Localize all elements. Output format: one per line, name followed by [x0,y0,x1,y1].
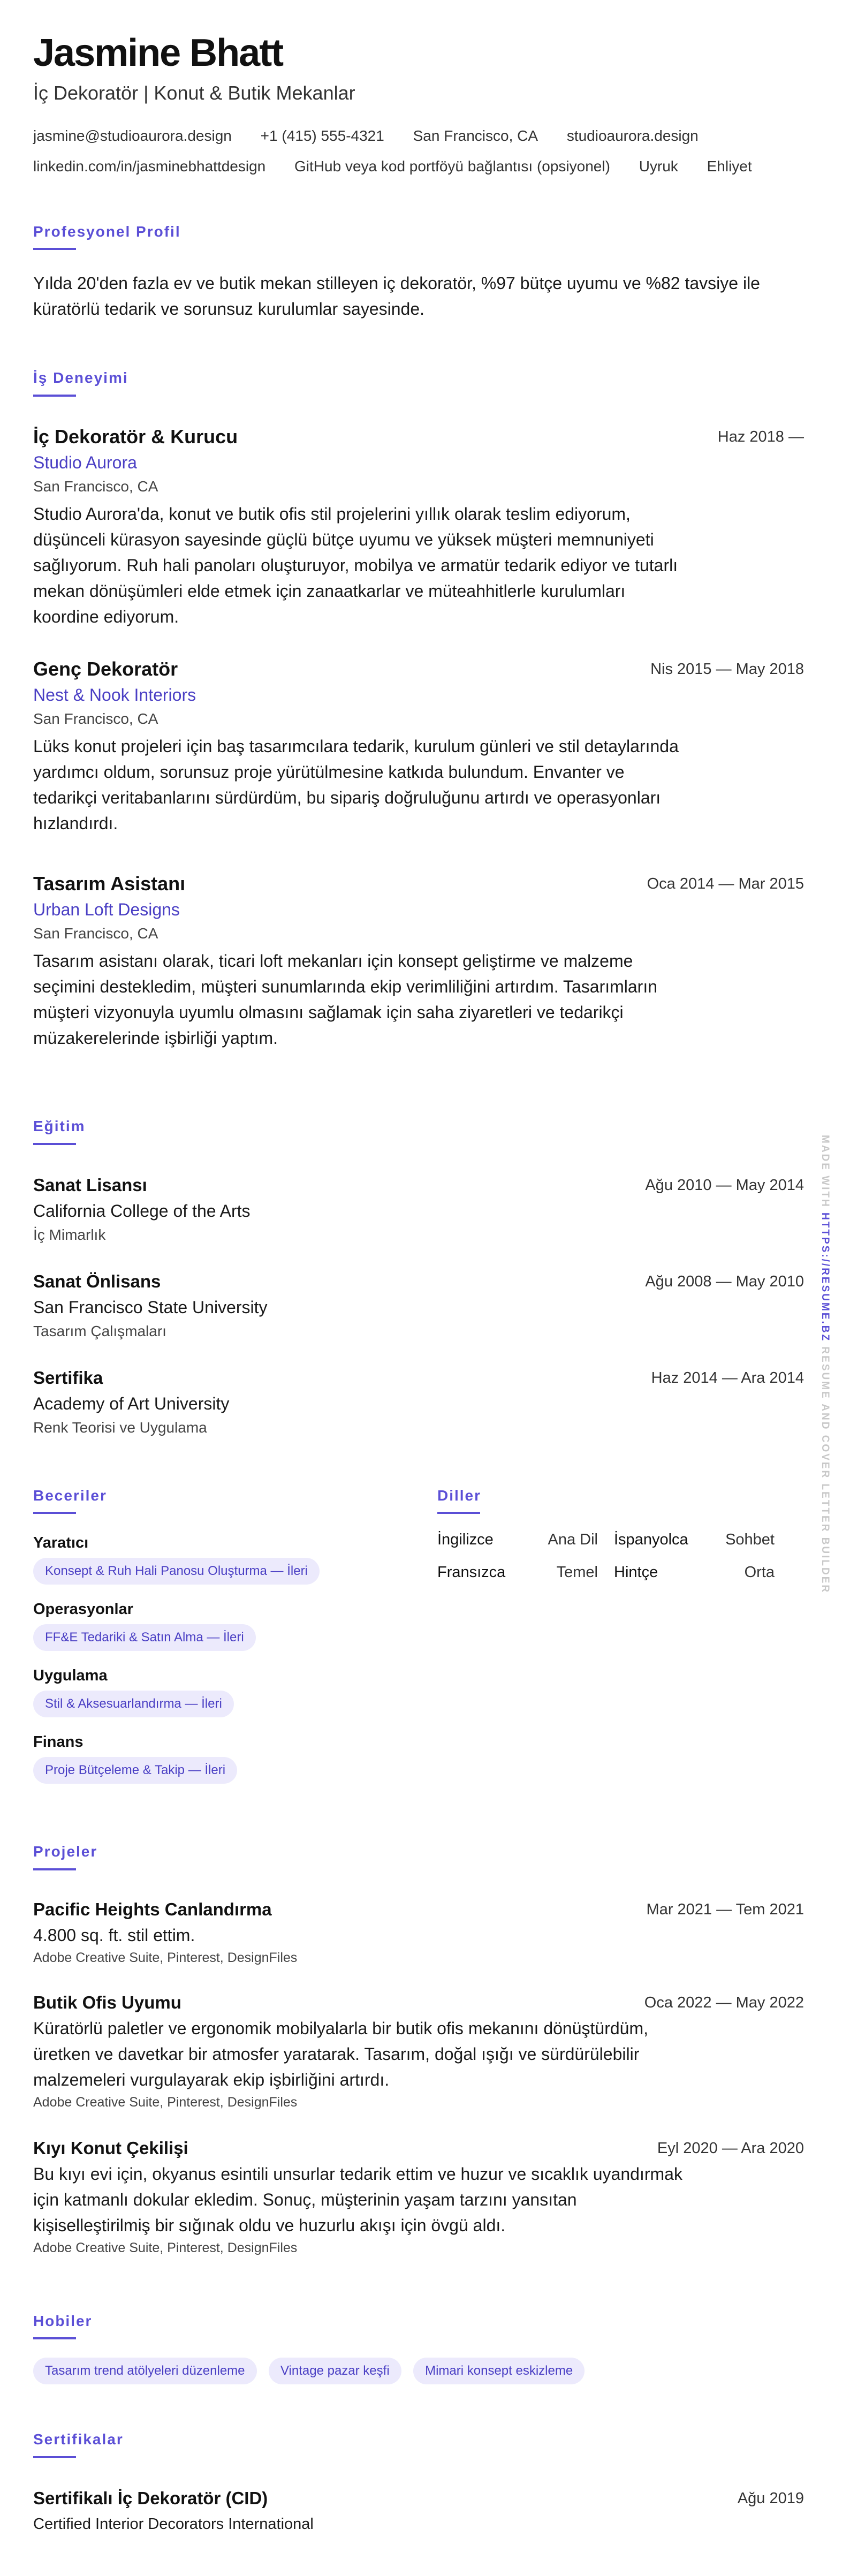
profile-summary: Yılda 20'den fazla ev ve butik mekan stilleyen iç dekoratör, %97 bütçe uyumu ve %82 tavsiye ile küratörlü tedarik ve sorunsuz kurulumlar sayesinde. [33,274,760,319]
projects-section-title: Projeler [33,1843,98,1860]
skill-group-name: Yaratıcı [33,1534,89,1551]
candidate-name: Jasmine Bhatt [33,32,283,74]
job-location: San Francisco, CA [33,710,158,727]
education-section-title: Eğitim [33,1118,86,1134]
made-with-prefix: MADE WITH [819,1135,831,1213]
experience-item [33,424,804,630]
resume-bz-link[interactable]: HTTPS://RESUME.BZ [819,1213,831,1343]
job-description: Lüks konut projeleri için baş tasarımcılara tedarik, kurulum günleri ve stil detaylarında yardımcı oldum, sorunsuz proje yürütülmesine katkıda bulundum. Envanter ve tedarikçi veritabanlarını sürdürdüm, bu sipariş doğruluğunu artırdı ve operasyonları hızlandırdı. [33,737,679,833]
degree-name: Sanat Önlisans [33,1271,161,1291]
github-link[interactable]: GitHub veya kod portföyü bağlantısı (opsiyonel) [294,158,610,175]
languages-section-title: Diller [437,1487,482,1504]
language-item [614,1531,791,1549]
contact-row-2 [33,158,777,175]
project-item [33,1990,804,2112]
field-of-study: Tasarım Çalışmaları [33,1323,166,1339]
language-level: Ana Dil [548,1531,598,1548]
project-date: Oca 2022 — May 2022 [644,1994,804,2011]
skill-chip: Proje Bütçeleme & Takip — İleri [33,1757,237,1784]
language-item [614,1564,791,1581]
project-item [33,2135,804,2257]
project-name: Kıyı Konut Çekilişi [33,2138,188,2158]
website-link[interactable]: studioaurora.design [566,127,699,144]
education-item [33,1365,804,1439]
skill-group [33,1665,429,1717]
job-date: Oca 2014 — Mar 2015 [647,875,804,892]
job-description: Tasarım asistanı olarak, ticari loft mekanları için konsept geliştirme ve malzeme seçimini destekledim, müşteri sunumlarında ekip verimliliğini artırdım. Tasarımların müşteri vizyonuyla uyumlu olmasını sağlamak için saha ziyaretleri ve tedarikçi müzakerelerinde işbirliği yaptım. [33,951,658,1048]
project-date: Mar 2021 — Tem 2021 [646,1901,804,1918]
hobbies-section-title: Hobiler [33,2313,93,2329]
experience-section-rule [33,395,76,397]
project-tech: Adobe Creative Suite, Pinterest, DesignFiles [33,1950,298,1965]
contact-row-1 [33,127,723,145]
hobbies-section-rule [33,2337,76,2339]
certification-date: Ağu 2019 [737,2490,804,2507]
degree-name: Sanat Lisansı [33,1175,147,1195]
certifications-section-title: Sertifikalar [33,2431,124,2448]
skill-group-name: Operasyonlar [33,1601,133,1618]
candidate-headline: İç Dekoratör | Konut & Butik Mekanlar [33,82,355,104]
certification-name: Sertifikalı İç Dekoratör (CID) [33,2488,268,2508]
education-date: Haz 2014 — Ara 2014 [651,1369,804,1387]
language-name: Fransızca [437,1564,506,1581]
skill-chip: Konsept & Ruh Hali Panosu Oluşturma — İleri [33,1558,320,1585]
language-name: İspanyolca [614,1531,688,1548]
job-title: Genç Dekoratör [33,658,178,680]
certification-item [33,2486,804,2537]
phone-link[interactable]: +1 (415) 555-4321 [260,127,384,144]
job-location: San Francisco, CA [33,925,158,942]
education-date: Ağu 2010 — May 2014 [645,1177,804,1194]
education-item [33,1269,804,1343]
license-text: Ehliyet [707,158,752,175]
hobby-chip: Vintage pazar keşfi [269,2358,401,2384]
project-tech: Adobe Creative Suite, Pinterest, DesignFiles [33,2095,298,2110]
job-title: Tasarım Asistanı [33,873,186,895]
job-date: Haz 2018 — [717,428,804,445]
project-description: Küratörlü paletler ve ergonomik mobilyalarla bir butik ofis mekanını dönüştürdüm, üretken ve davetkar bir atmosfer yaratarak. Tasarım, doğal ışığı ve sürdürülebilir malzemeleri vurgulayarak ekip işbirliğini artırdı. [33,2019,648,2089]
skill-group [33,1731,429,1784]
field-of-study: Renk Teorisi ve Uygulama [33,1419,207,1436]
hobby-chip: Mimari konsept eskizleme [413,2358,585,2384]
profile-section-rule [33,248,76,250]
project-description: Bu kıyı evi için, okyanus esintili unsurlar tedarik ettim ve huzur ve sıcaklık uyandırmak için katmanlı dokular ekledim. Sonuç, müşterinin yaşam tarzını yansıtan kişiselleştirilmiş bir sığınak oldu ve huzurlu akışı için övgü aldı. [33,2164,682,2235]
project-tech: Adobe Creative Suite, Pinterest, DesignFiles [33,2240,298,2255]
experience-item [33,871,804,1051]
project-description: 4.800 sq. ft. stil ettim. [33,1926,195,1945]
project-date: Eyl 2020 — Ara 2020 [657,2140,804,2157]
skills-section-title: Beceriler [33,1487,107,1504]
skills-column [33,1532,429,1798]
job-description: Studio Aurora'da, konut ve butik ofis stil projelerini yıllık olarak teslim ediyorum, düşünceli kürasyon sayesinde güçlü bütçe uyumu ve yüksek müşteri memnuniyeti sağlıyorum. Ruh hali panoları oluşturuyor, mobilya ve armatür tedarik ediyor ve tutarlı mekan dönüşümleri elde etmek için zanaatkarlar ve müteahhitlerle kurulumları koordine ediyorum. [33,504,678,626]
experience-item [33,656,804,836]
school-name: Academy of Art University [33,1394,230,1413]
skill-group [33,1532,429,1585]
made-with-label [819,1135,831,1594]
certification-issuer: Certified Interior Decorators International [33,2516,314,2533]
project-name: Pacific Heights Canlandırma [33,1899,272,1919]
education-date: Ağu 2008 — May 2010 [645,1273,804,1290]
language-item [437,1531,614,1549]
skill-chip: FF&E Tedariki & Satın Alma — İleri [33,1624,256,1651]
email-link[interactable]: jasmine@studioaurora.design [33,127,232,144]
nationality-text: Uyruk [639,158,678,175]
profile-section-title: Profesyonel Profil [33,223,181,240]
language-name: Hintçe [614,1564,658,1581]
languages-grid [437,1531,791,1581]
job-date: Nis 2015 — May 2018 [650,661,804,678]
skill-group [33,1598,429,1651]
project-item [33,1897,804,1967]
education-section-rule [33,1143,76,1145]
job-location: San Francisco, CA [33,478,158,495]
skill-group-name: Finans [33,1733,84,1751]
education-item [33,1172,804,1246]
language-item [437,1564,614,1581]
hobbies-list [33,2358,594,2384]
language-name: İngilizce [437,1531,494,1548]
linkedin-link[interactable]: linkedin.com/in/jasminebhattdesign [33,158,266,175]
degree-name: Sertifika [33,1368,103,1388]
projects-section-rule [33,1868,76,1870]
skill-chip: Stil & Aksesuarlandırma — İleri [33,1691,234,1717]
location-text: San Francisco, CA [413,127,538,144]
language-level: Orta [744,1564,775,1581]
project-name: Butik Ofis Uyumu [33,1992,181,2012]
company-name: Studio Aurora [33,453,137,472]
skill-group-name: Uygulama [33,1667,108,1684]
skills-section-rule [33,1512,76,1514]
field-of-study: İç Mimarlık [33,1226,106,1243]
company-name: Nest & Nook Interiors [33,685,196,704]
languages-section-rule [437,1512,480,1514]
hobby-chip: Tasarım trend atölyeleri düzenleme [33,2358,257,2384]
made-with-suffix: RESUME AND COVER LETTER BUILDER [819,1342,831,1594]
certifications-section-rule [33,2456,76,2458]
language-level: Temel [556,1564,598,1581]
school-name: California College of the Arts [33,1201,251,1221]
job-title: İç Dekoratör & Kurucu [33,426,238,448]
company-name: Urban Loft Designs [33,900,180,919]
school-name: San Francisco State University [33,1298,268,1317]
language-level: Sohbet [725,1531,775,1548]
experience-section-title: İş Deneyimi [33,369,128,386]
